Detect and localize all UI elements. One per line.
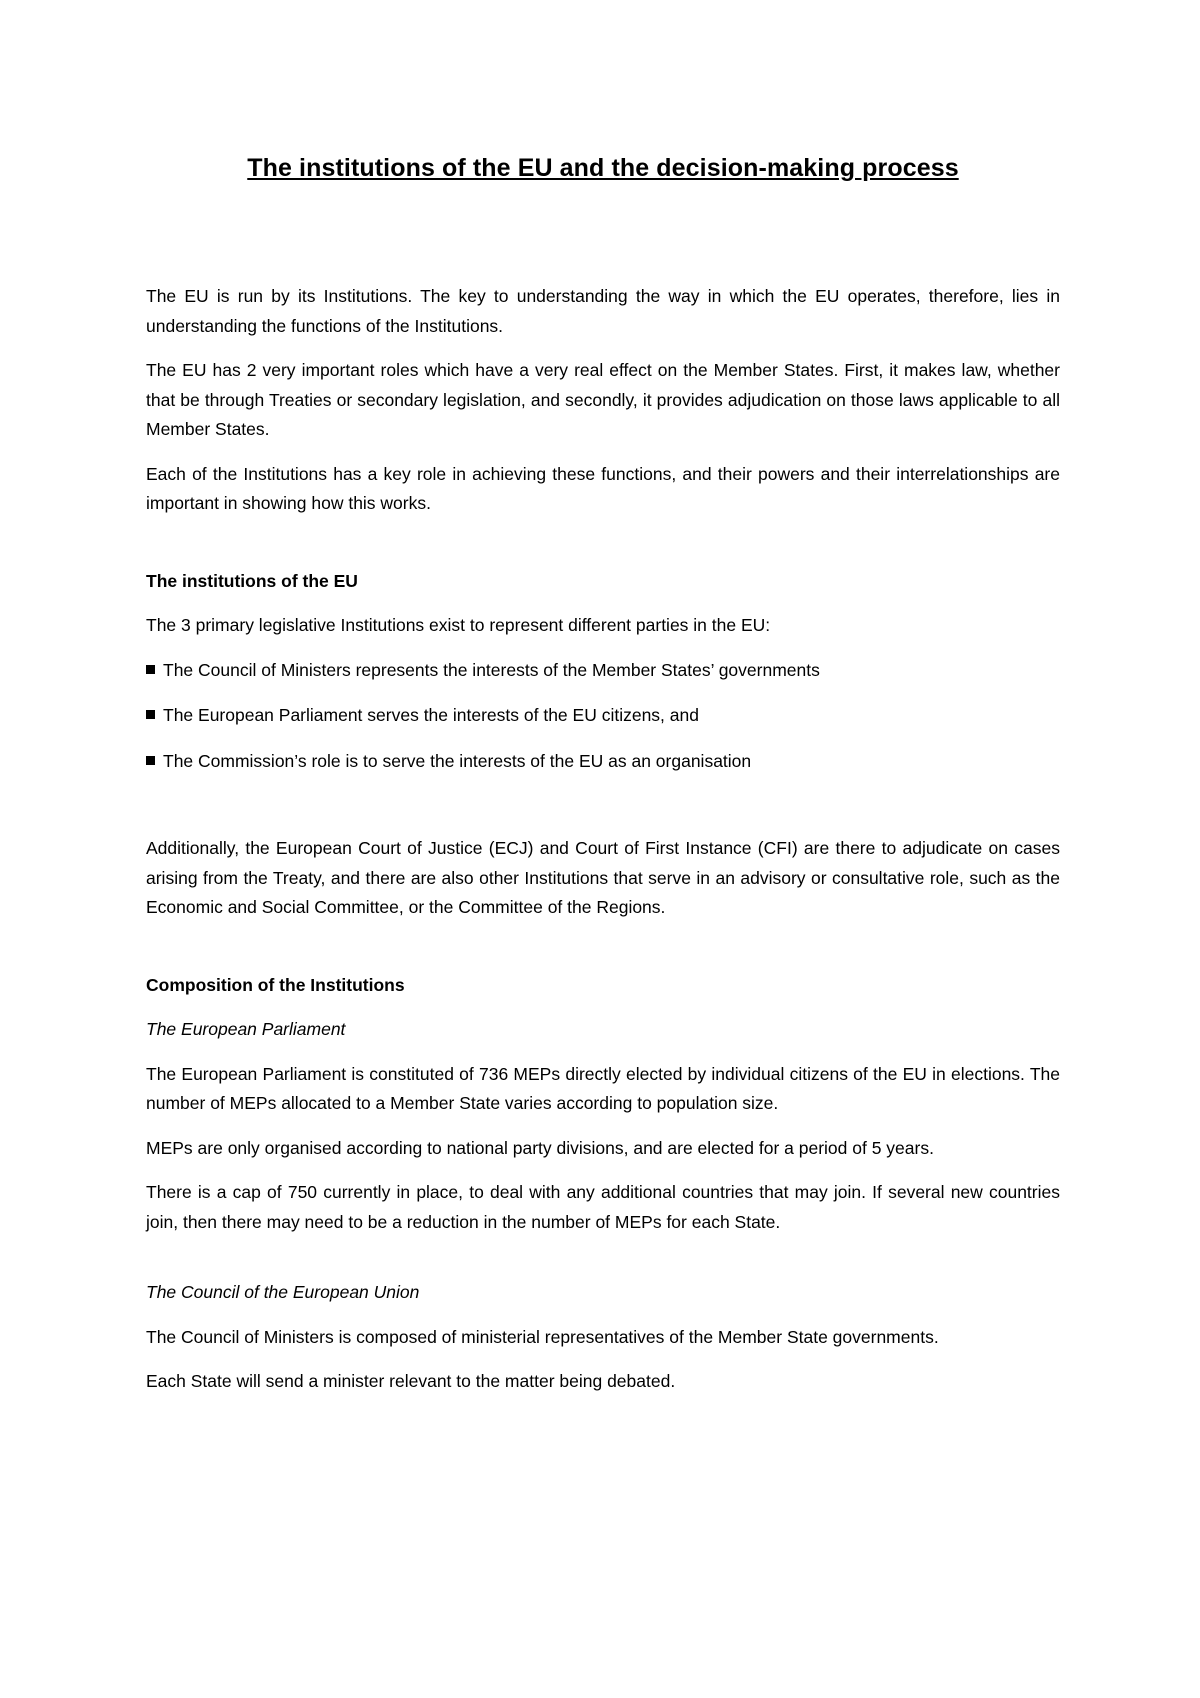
bullet-item [146, 656, 1060, 686]
bullet-text: The European Parliament serves the interests of the EU citizens, and [163, 705, 699, 725]
parliament-paragraph-2: MEPs are only organised according to national party divisions, and are elected for a period of 5 years. [146, 1137, 934, 1158]
square-bullet-icon [146, 710, 155, 719]
subheading-council: The Council of the European Union [146, 1282, 420, 1302]
bullet-item [146, 747, 1060, 777]
spacer [146, 792, 1060, 834]
document-title: The institutions of the EU and the decision-making process [247, 154, 959, 182]
intro-paragraph-2: The EU has 2 very important roles which have a very real effect on the Member States. First, it makes law, whether that be through Treaties or secondary legislation, and secondly, it provides adjudication on those laws applicable to all Member States. [146, 360, 1060, 439]
council-paragraph-2: Each State will send a minister relevant to the matter being debated. [146, 1371, 676, 1391]
additional-institutions-paragraph: Additionally, the European Court of Justice (ECJ) and Court of First Instance (CFI) are there to adjudicate on cases arising from the Treaty, and there are also other Institutions that serve in an advisory or consultative role, such as the Economic and Social Committee, or the Committee of the Regions. [146, 838, 1060, 917]
square-bullet-icon [146, 665, 155, 674]
subheading-european-parliament: The European Parliament [146, 1019, 346, 1039]
institutions-lead: The 3 primary legislative Institutions exist to represent different parties in the EU: [146, 615, 771, 635]
bullet-item [146, 701, 1060, 731]
section-heading-institutions: The institutions of the EU [146, 570, 358, 591]
document-body [146, 148, 1060, 1412]
section-heading-composition: Composition of the Institutions [146, 974, 405, 995]
square-bullet-icon [146, 756, 155, 765]
intro-paragraph-3: Each of the Institutions has a key role in achieving these functions, and their powers and their interrelationships are important in showing how this works. [146, 463, 1060, 513]
bullet-text: The Commission’s role is to serve the interests of the EU as an organisation [163, 750, 752, 771]
spacer [146, 1252, 1060, 1278]
parliament-paragraph-3: There is a cap of 750 currently in place, to deal with any additional countries that may join. If several new countries join, then there may need to be a reduction in the number of MEPs for each State. [146, 1182, 1060, 1232]
parliament-paragraph-1: The European Parliament is constituted of 736 MEPs directly elected by individual citizens of the EU in elections. The number of MEPs allocated to a Member State varies according to population size. [146, 1063, 1060, 1113]
council-paragraph-1: The Council of Ministers is composed of ministerial representatives of the Member State governments. [146, 1326, 939, 1347]
intro-paragraph-1: The EU is run by its Institutions. The key to understanding the way in which the EU operates, therefore, lies in understanding the functions of the Institutions. [146, 286, 1060, 336]
bullet-text: The Council of Ministers represents the interests of the Member States’ governments [163, 659, 820, 680]
